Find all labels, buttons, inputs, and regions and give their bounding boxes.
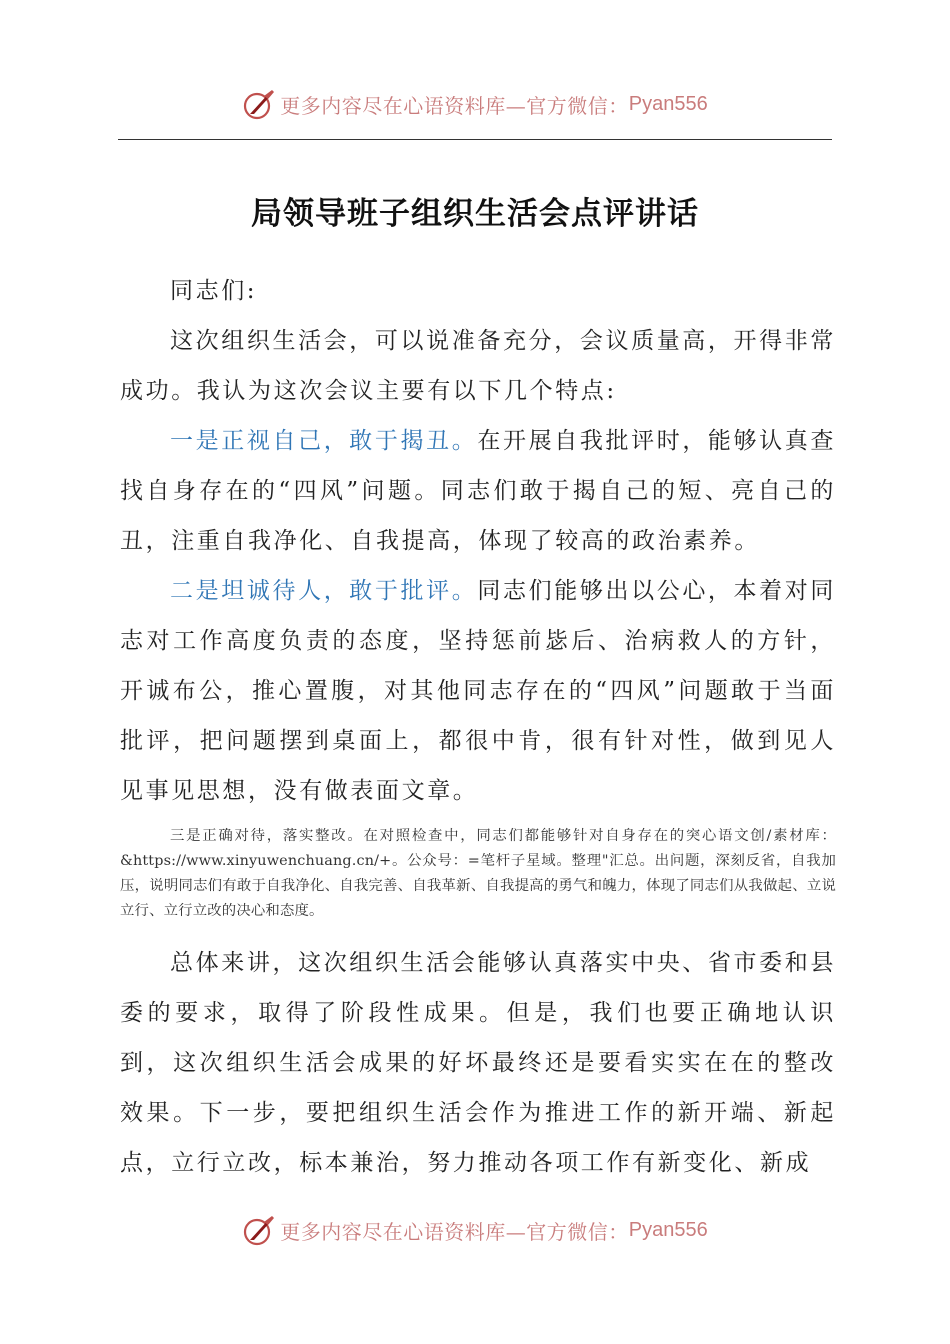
point-one-body: 在开展自我批评时，能够认真查找自身存在的“四风”问题。同志们敢于揭自己的短、亮自己的丑，注重自我净化、自我提高，体现了较高的政治素养。 [120,428,836,554]
banner-wechat-id: Pyan556 [628,92,708,115]
banner-wechat-id: Pyan556 [628,1218,708,1241]
quill-logo-icon [242,1213,276,1247]
point-one-lead: 一是正视自己，敢于揭丑。 [170,428,478,454]
salutation: 同志们: [170,278,258,304]
intro-paragraph: 这次组织生活会，可以说准备充分，会议质量高，开得非常成功。我认为这次会议主要有以下几个特点: [120,328,836,404]
header-divider [118,139,832,140]
point-three-paragraph: 三是正确对待，落实整改。在对照检查中，同志们都能够针对自身存在的突心语文创/素材库：&https://www.xinyuwenchuang.cn/+。公众号：=笔杆子星域。整理"汇总。出问题，深刻反省，自我加压，说明同志们有敢于自我净化、自我完善、自我革新、自我提高的勇气和魄力，体现了同志们从我做起、立说立行、立行立改的决心和态度。 [120,828,836,919]
document-body [120,266,836,1188]
footer-banner [0,1210,950,1250]
point-two-paragraph [120,566,836,816]
quill-logo-icon [242,87,276,121]
header-banner [0,84,950,124]
point-two-lead: 二是坦诚待人，敢于批评。 [170,578,478,604]
document-title: 局领导班子组织生活会点评讲话 [251,196,699,232]
point-two-body: 同志们能够出以公心，本着对同志对工作高度负责的态度，坚持惩前毖后、治病救人的方针，开诚布公，推心置腹，对其他同志存在的“四风”问题敢于当面批评，把问题摆到桌面上，都很中肯，很有针对性，做到见人见事见思想，没有做表面文章。 [120,578,836,804]
banner-text: 更多内容尽在心语资料库—官方微信： [280,1219,629,1244]
conclusion-paragraph: 总体来讲，这次组织生活会能够认真落实中央、省市委和县委的要求，取得了阶段性成果。但是，我们也要正确地认识到，这次组织生活会成果的好坏最终还是要看实实在在的整改效果。下一步，要把组织生活会作为推进工作的新开端、新起点，立行立改，标本兼治，努力推动各项工作有新变化、新成 [120,950,836,1176]
banner-text: 更多内容尽在心语资料库—官方微信： [280,93,629,118]
point-one-paragraph [120,416,836,566]
